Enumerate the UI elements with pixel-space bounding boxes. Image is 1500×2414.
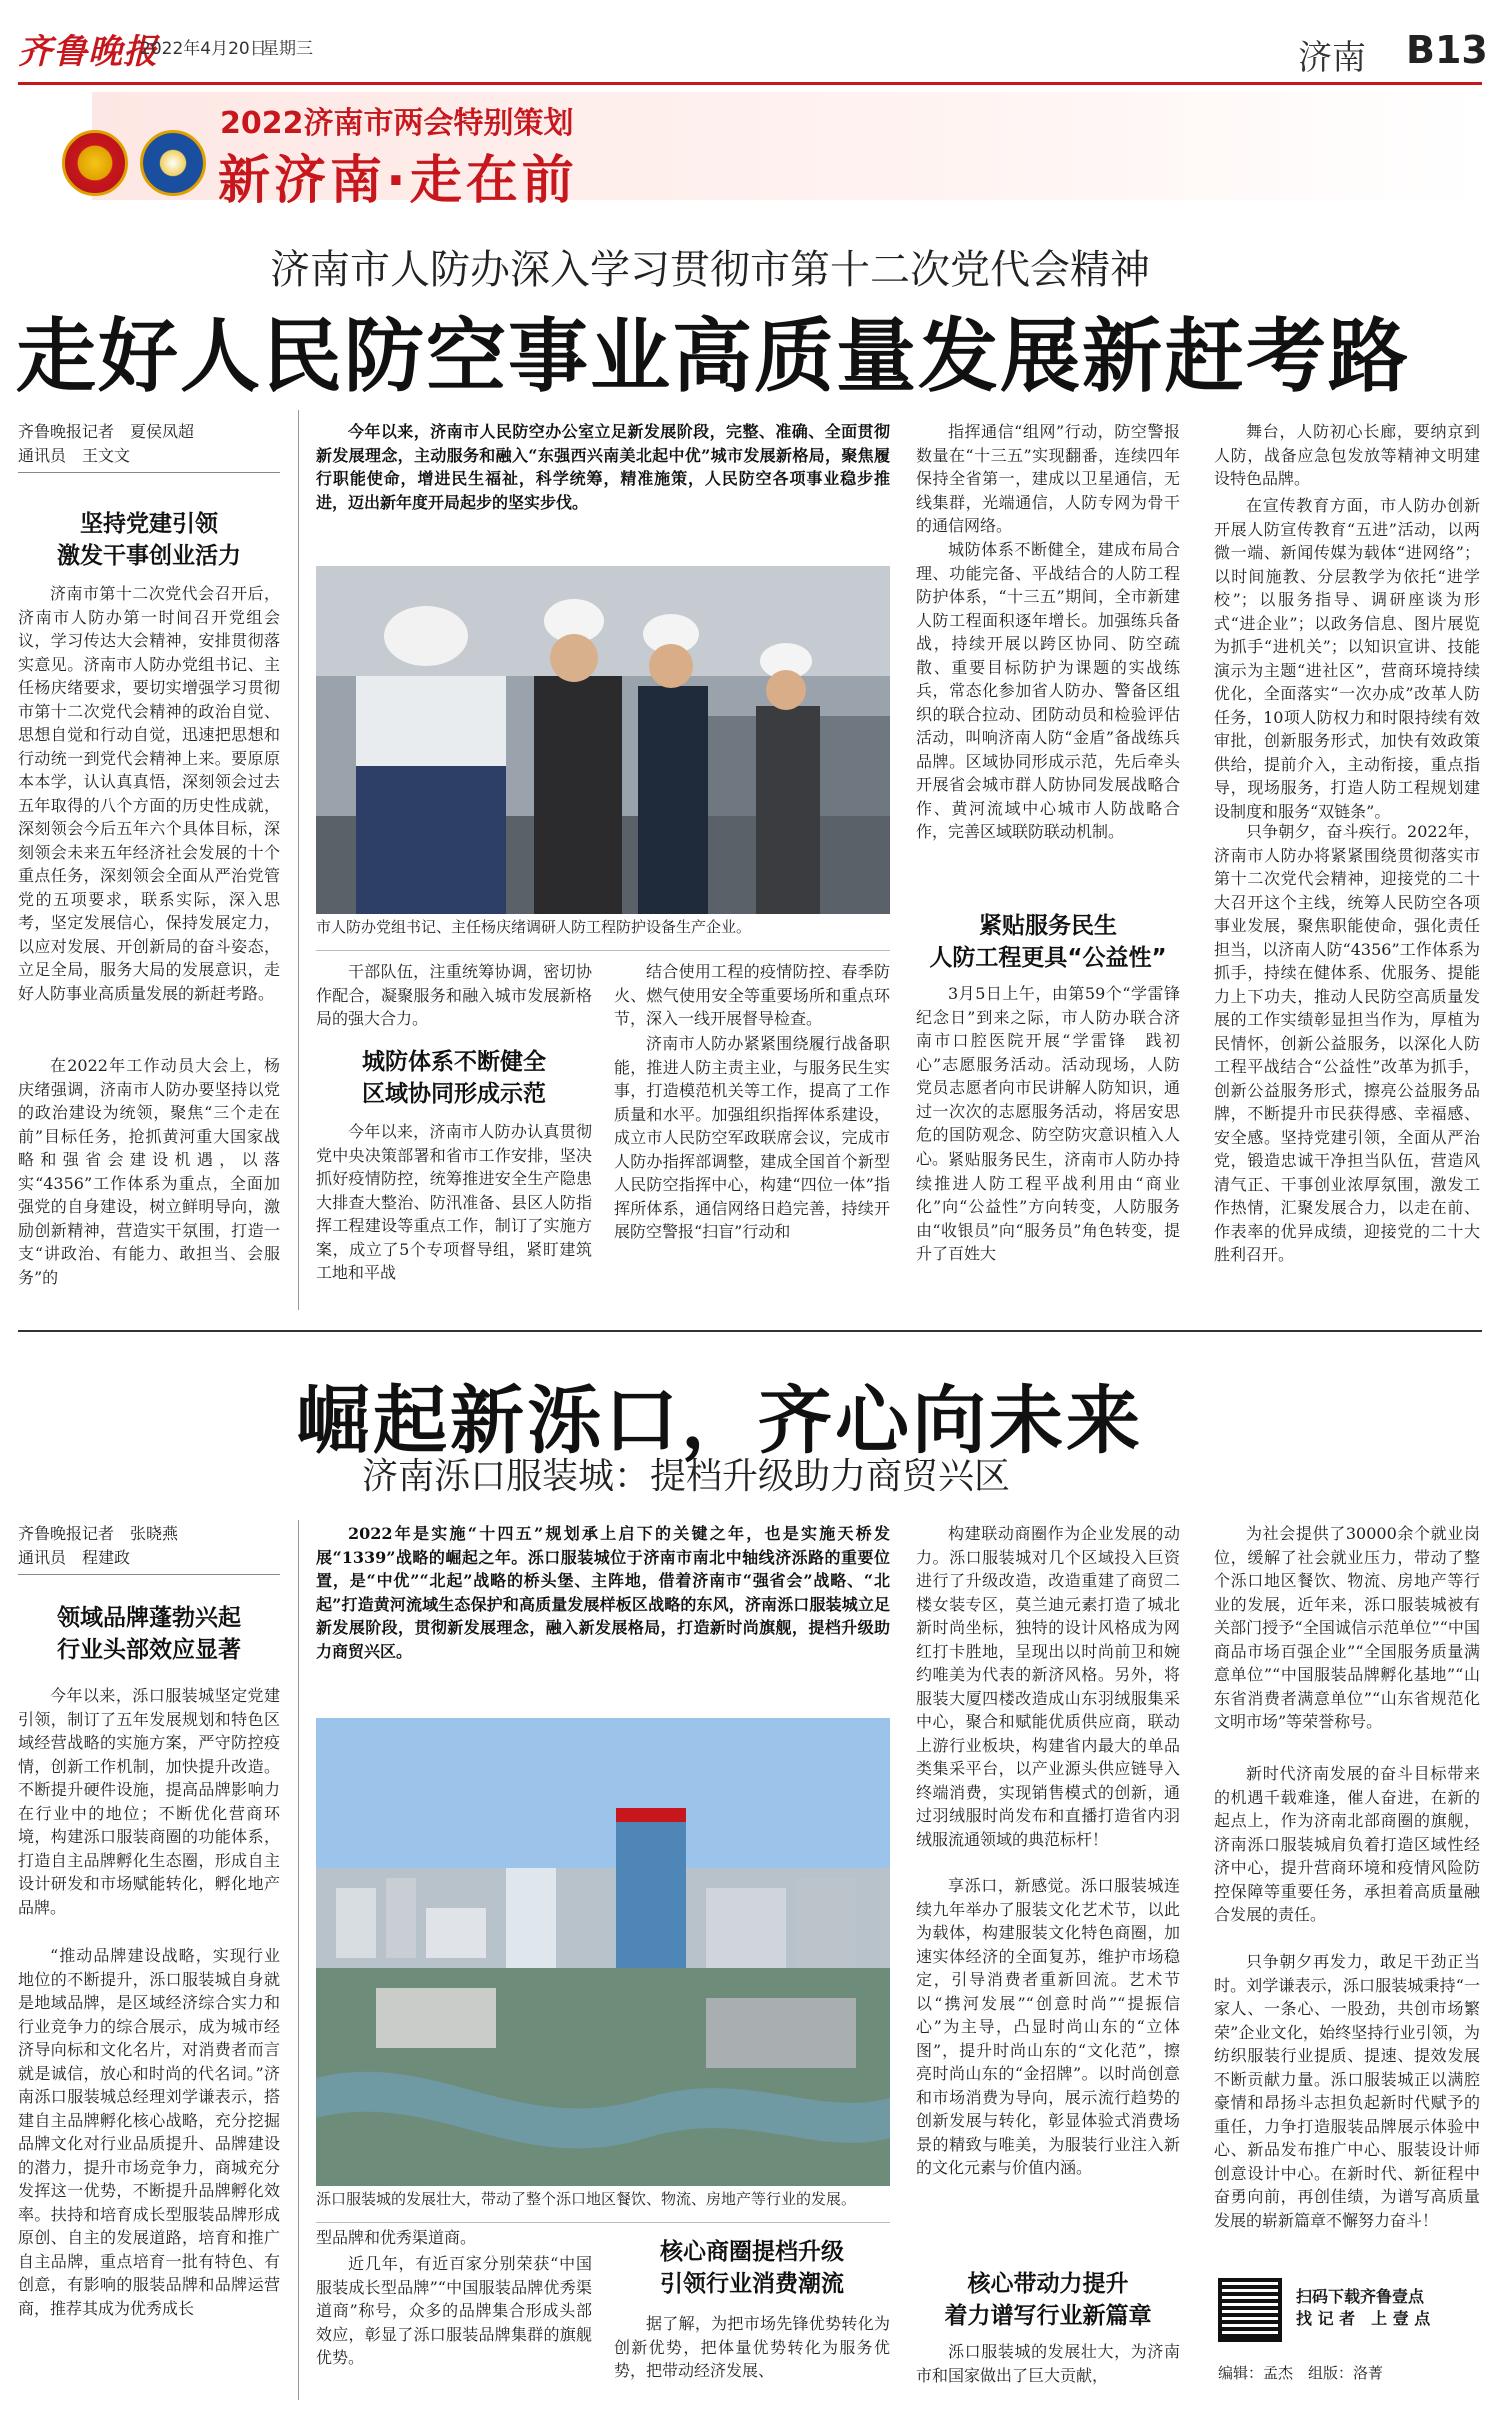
cppcc-emblem-icon — [140, 130, 206, 196]
article1-subhead-1: 坚持党建引领 激发干事创业活力 — [57, 511, 241, 569]
caption-rule — [316, 950, 890, 951]
article2-col1-text: 今年以来，泺口服装城坚定党建引领，制订了五年发展规划和特色区域经营战略的实施方案，严守防控疫情，创新工作机制，加快提升改造。不断提升硬件设施，提高品牌影响力在行业中的地位；不断优化营商环境，构建泺口服装商圈的功能体系，打造自主品牌孵化生态圈，形成自主设计研发和市场赋能转化，孵化地产品牌。 — [18, 1686, 280, 1917]
article1-subhead-4: 紧贴服务民生 人防工程更具“公益性” — [929, 913, 1167, 971]
issue-weekday: 星期三 — [262, 39, 313, 59]
article1-reporter: 齐鲁晚报记者 夏侯凤超 — [18, 422, 195, 441]
page-number: B13 — [1406, 28, 1488, 72]
article1-headline: 走好人民防空事业高质量发展新赶考路 — [16, 310, 1410, 403]
article1-col5a-text: 舞台，人防初心长廊，要纳京到人防，战备应急包发放等精神文明建设特色品牌。 — [1214, 422, 1480, 488]
article2-col3a-text: 据了解，为把市场先锋优势转化为创新优势，把体量优势转化为服务优势，把带动经济发展、 — [614, 2314, 890, 2380]
article1-col3b-text: 济南市人防办紧紧围绕履行战备职能，推进人防主责主业，与服务民生实事，打造模范机关等工作，提高了工作质量和水平。加强组织指挥体系建设，成立市人民防空军政联席会议，完成市人防办指挥部调整，建成全国首个新型人民防空指挥中心，构建“四位一体”指挥所体系，通信网络日趋完善，持续开展防空警报“扫盲”行动和 — [614, 1034, 890, 1241]
article1-lead: 今年以来，济南市人民防空办公室立足新发展阶段，完整、准确、全面贯彻新发展理念，主动服务和融入“东强西兴南美北起中优”城市发展新格局，聚焦履行职能使命，增进民生福祉，科学统筹，精准施策，人民防空各项事业稳步推进，迈出新年度开局起步的坚实步伐。 — [316, 422, 890, 512]
article1-col1-text: 济南市第十二次党代会召开后，济南市人防办第一时间召开党组会议，学习传达大会精神，安排贯彻落实意见。济南市人防办党组书记、主任杨庆绪要求，要切实增强学习贯彻市第十二次党代会精神的政治自觉、思想自觉和行动自觉，迅速把思想和行动统一到党代会精神上来。要原原本本学，认认真真悟，深刻领会过去五年取得的八个方面的历史性成就，深刻领会今后五年六个具体目标，深刻领会未来五年经济社会发展的十个重点任务，深刻领会全面从严治党管党的五项要求，联系实际，深入思考，坚定发展信心，保持发展定力，以应对发展、开创新局的奋斗姿态，立足全局，服务大局的发展意识，走好人防事业高质量发展的新赶考路。 — [18, 584, 280, 1003]
masthead-rule — [18, 82, 1482, 85]
article1-correspondent: 通讯员 王文文 — [18, 446, 131, 465]
article2-photo-caption: 泺口服装城的发展壮大，带动了整个泺口地区餐饮、物流、房地产等行业的发展。 — [316, 2190, 857, 2208]
article2-subhead-3: 核心商圈提档升级 引领行业消费潮流 — [660, 2239, 844, 2297]
qr-text-line1: 扫码下载齐鲁壹点 — [1296, 2287, 1425, 2306]
article2-subhead-1: 领域品牌蓬勃兴起 行业头部效应显著 — [57, 1605, 241, 1663]
article2-col2a-text: 型品牌和优秀渠道商。 — [316, 2228, 477, 2247]
article1-subhead-2: 城防体系不断健全 区域协同形成示范 — [362, 1049, 546, 1107]
column-divider — [298, 410, 299, 1310]
issue-date: 2022年4月20日 — [140, 39, 267, 59]
qr-code-icon[interactable] — [1218, 2278, 1282, 2342]
article1-col4b-text: 城防体系不断健全，建成布局合理、功能完备、平战结合的人防工程防护体系，“十三五”期间，全市新建人防工程面积逐年增长。加强练兵备战，持续开展以跨区协同、防空疏散、重要目标防护为课题的实战练兵，常态化参加省人防办、警备区组织的联合拉动、团防动员和检验评估活动，叫响济南人防“金盾”备战练兵品牌。区域协同形成示范，先后牵头开展省会城市群人防协同发展战略合作、黄河流域中心城市人防战略合作，完善区域联防联动机制。 — [916, 540, 1180, 841]
article2-col2b-text: 近几年，有近百家分别荣获“中国服装成长型品牌”“中国服装品牌优秀渠道商”称号，众多的品牌集合形成头部效应，彰显了泺口服装品牌集群的旗舰优势。 — [316, 2254, 592, 2367]
article1-col2b-text: 今年以来，济南市人防办认真贯彻党中央决策部署和省市工作安排，坚决抓好疫情防控，统筹推进安全生产隐患大排查大整治、防汛准备、县区人防指挥工程建设等重点工作，制订了实施方案，成立了5个专项督导组，紧盯建筑工地和平战 — [316, 1122, 592, 1282]
byline-rule — [18, 472, 280, 473]
article2-headline: 崛起新泺口，齐心向未来 — [296, 1378, 1143, 1464]
article1-photo-caption: 市人防办党组书记、主任杨庆绪调研人防工程防护设备生产企业。 — [316, 918, 752, 936]
banner-subtitle: 2022济南市两会特别策划 — [220, 106, 574, 141]
article2-lead: 2022年是实施“十四五”规划承上启下的关键之年，也是实施天桥发展“1339”战略的崛起之年。泺口服装城位于济南市南北中轴线济泺路的重要位置，是“中优”“北起”战略的桥头堡、主阵地，借着济南市“强省会”战略、“北起”打造黄河流域生态保护和高质量发展样板区战略的东风，济南泺口服装城立足新发展阶段，贯彻新发展理念，融入新发展格局，打造新时尚旗舰，提档升级助力商贸兴区。 — [316, 1524, 890, 1661]
article2-col1b-text: “推动品牌建设战略，实现行业地位的不断提升，泺口服装城自身就是地域品牌，是区域经济综合实力和行业竞争力的综合展示，成为城市经济导向标和文化名片，对消费者而言就是诚信，放心和时尚的代名词。”济南泺口服装城总经理刘学谦表示，搭建自主品牌孵化核心战略，充分挖掘品牌文化对行业品质提升、品牌建设的潜力，提升市场竞争力，商城充分发挥这一优势，不断提升品牌孵化效率。扶持和培育成长型服装品牌形成原创、自主的发展道路，培育和推广自主品牌，重点培育一批有特色、有创意，有影响的服装品牌和品牌运营商，推荐其成为优秀成长 — [18, 1946, 280, 2318]
article2-col5c-text: 只争朝夕再发力，敢足干劲正当时。刘学谦表示，泺口服装城秉持“一家人、一条心、一股劲，共创市场繁荣”企业文化，始终坚持行业引领，为纺织服装行业提质、提速、提效发展不断贡献力量。泺口服装城正以满腔豪情和昂扬斗志担负起新时代赋予的重任，力争打造服装品牌展示体验中心、新品发布推广中心、服装设计师创意设计中心。在新时代、新征程中奋勇向前，再创佳绩，为谱写高质量发展的崭新篇章不懈努力奋斗！ — [1214, 1952, 1480, 2230]
article2-subhead-4: 核心带动力提升 着力谱写行业新篇章 — [944, 2271, 1152, 2329]
editor-credit: 编辑：孟杰 组版：洛菁 — [1218, 2364, 1384, 2382]
column-divider-2 — [298, 1520, 299, 2400]
national-emblem-icon — [62, 130, 128, 196]
newspaper-logo: 齐鲁晚报 — [18, 32, 158, 72]
article2-kicker: 济南泺口服装城：提档升级助力商贸兴区 — [362, 1456, 1011, 1497]
article1-col5c-text: 只争朝夕，奋斗疾行。2022年，济南市人防办将紧紧围绕贯彻落实市第十二次党代会精神，迎接党的二十大召开这个主线，统筹人民防空各项事业发展，聚焦职能使命，强化责任担当，以济南人防“4356”工作体系为抓手，持续在健体系、优服务、提能力上下功夫，推动人民防空高质量发展的工作实绩彰显担当作为，厚植为民情怀，创新公益服务，以深化人防工程平战结合“公益性”改革为抓手，创新公益服务形式，擦亮公益服务品牌，不断提升市民获得感、幸福感、安全感。坚持党建引领，全面从严治党，锻造忠诚干净担当队伍，营造风清气正、干事创业浓厚氛围，激发工作热情，汇聚发展合力，以走在前、作表率的优异成绩，迎接党的二十大胜利召开。 — [1214, 822, 1480, 1264]
section-name: 济南 — [1298, 38, 1366, 78]
article1-col4c-text: 3月5日上午，由第59个“学雷锋纪念日”到来之际，市人防办联合济南市口腔医院开展“学雷锋 践初心”志愿服务活动。活动现场，人防党员志愿者向市民讲解人防知识，通过一次次的志愿服务活动，将居安思危的国防观念、防空防灾意识植入人心。 — [916, 984, 1180, 1168]
banner-title: 新济南·走在前 — [218, 151, 578, 211]
article2-col4b-text: 享泺口，新感觉。泺口服装城连续九年举办了服装文化艺术节，以此为载体，构建服装文化特色商圈，加速实体经济的全面复苏，维护市场稳定，引导消费者重新回流。艺术节以“携河发展”“创意时尚”“提振信心”为主导，凸显时尚山东的“立体图”，提升时尚山东的“文化范”，擦亮时尚山东的“金招牌”。以时尚创意和市场消费为导向，展示流行趋势的创新发展与转化，彰显体验式消费场景的精致与唯美，为服装行业注入新的文化元素与价值内涵。 — [916, 1876, 1180, 2177]
article1-col4d-text: 紧贴服务民生，济南市人防办持续推进人防工程平战利用由“商业化”向“公益性”方向转变，人防服务由“收银员”向“服务员”角色转变，提升了百姓大 — [916, 1150, 1180, 1263]
article1-byline — [18, 420, 278, 468]
article2-col4c-text: 泺口服装城的发展壮大，为济南市和国家做出了巨大贡献， — [916, 2342, 1180, 2385]
city-aerial-illustration — [316, 1718, 890, 2186]
article1-col3a-text: 结合使用工程的疫情防控、春季防火、燃气使用安全等重要场所和重点环节，深入一线开展督导检查。 — [614, 962, 890, 1028]
article2-photo — [316, 1718, 890, 2186]
article-separator — [18, 1330, 1482, 1332]
article2-col4a-text: 构建联动商圈作为企业发展的动力。泺口服装城对几个区域投入巨资进行了升级改造，改造重建了商贸二楼女装专区，莫兰迪元素打造了城北新时尚坐标，独特的设计风格成为网红打卡胜地，呈现出以时尚前卫和婉约唯美为代表的新济风格。另外，将服装大厦四楼改造成山东羽绒服集采中心，聚合和赋能优质供应商，联动上游行业板块，构建省内最大的单品类集采平台，以产业源头供应链导入终端消费，实现销售模式的创新，通过羽绒服时尚发布和直播打造省内羽绒服流通领域的典范标杆！ — [916, 1524, 1180, 1849]
article2-byline — [18, 1522, 280, 1570]
caption-rule-2 — [316, 2222, 890, 2223]
article1-col5b-text: 在宣传教育方面，市人防办创新开展人防宣传教育“五进”活动，以两微一端、新闻传媒为载体“进网络”；以时间施教、分层教学为依托“进学校”；以服务指导、调研座谈为形式“进企业”；以政务信息、图片展览为抓手“进机关”；以知识宣讲、技能演示为主题“进社区”，营商环境持续优化，全面落实“一次办成”改革人防任务，10项人防权力和时限持续有效审批，创新服务形式，加快有效政策供给，提前介入，主动衔接，重点指导，现场服务，打造人防工程规划建设制度和服务“双链条”。 — [1214, 496, 1480, 821]
byline-rule-2 — [18, 1574, 280, 1575]
article1-col1b-text: 在2022年工作动员大会上，杨庆绪强调，济南市人防办要坚持以党的政治建设为统领，聚焦“三个走在前”目标任务，抢抓黄河重大国家战略和强省会建设机遇，以落实“4356”工作体系为重点，全面加强党的自身建设，树立鲜明导向，激励创新精神，营造实干氛围，打造一支“讲政治、有能力、敢担当、会服务”的 — [18, 1056, 280, 1287]
article1-kicker: 济南市人防办深入学习贯彻市第十二次党代会精神 — [270, 247, 1150, 293]
article2-reporter: 齐鲁晚报记者 张晓燕 — [18, 1524, 179, 1543]
article2-col5a-text: 为社会提供了30000余个就业岗位，缓解了社会就业压力，带动了整个泺口地区餐饮、物流、房地产等行业的发展，近年来，泺口服装城被有关部门授予“全国诚信示范单位”“中国商品市场百强企业”“全国服务质量满意单位”“中国服装品牌孵化基地”“山东省消费者满意单位”“山东省规范化文明市场”等荣誉称号。 — [1214, 1524, 1480, 1731]
article1-col4a-text: 指挥通信“组网”行动，防空警报数量在“十三五”实现翻番，连续四年保持全省第一，建成以卫星通信，无线集群，光端通信，人防专网为骨干的通信网络。 — [916, 422, 1180, 535]
article2-correspondent: 通讯员 程建政 — [18, 1548, 131, 1567]
qr-download-text — [1296, 2286, 1430, 2330]
factory-visit-illustration — [316, 566, 890, 914]
article2-col5b-text: 新时代济南发展的奋斗目标带来的机遇千载难逢，催人奋进，在新的起点上，作为济南北部商圈的旗舰，济南泺口服装城肩负着打造区域性经济中心，提升营商环境和疫情风险防控保障等重要任务，承担着高质量融合发展的责任。 — [1214, 1764, 1480, 1924]
article1-col2a-text: 干部队伍，注重统筹协调，密切协作配合，凝聚服务和融入城市发展新格局的强大合力。 — [316, 962, 592, 1028]
qr-text-line2: 找 记 者 上 壹 点 — [1296, 2309, 1431, 2328]
article1-photo — [316, 566, 890, 914]
